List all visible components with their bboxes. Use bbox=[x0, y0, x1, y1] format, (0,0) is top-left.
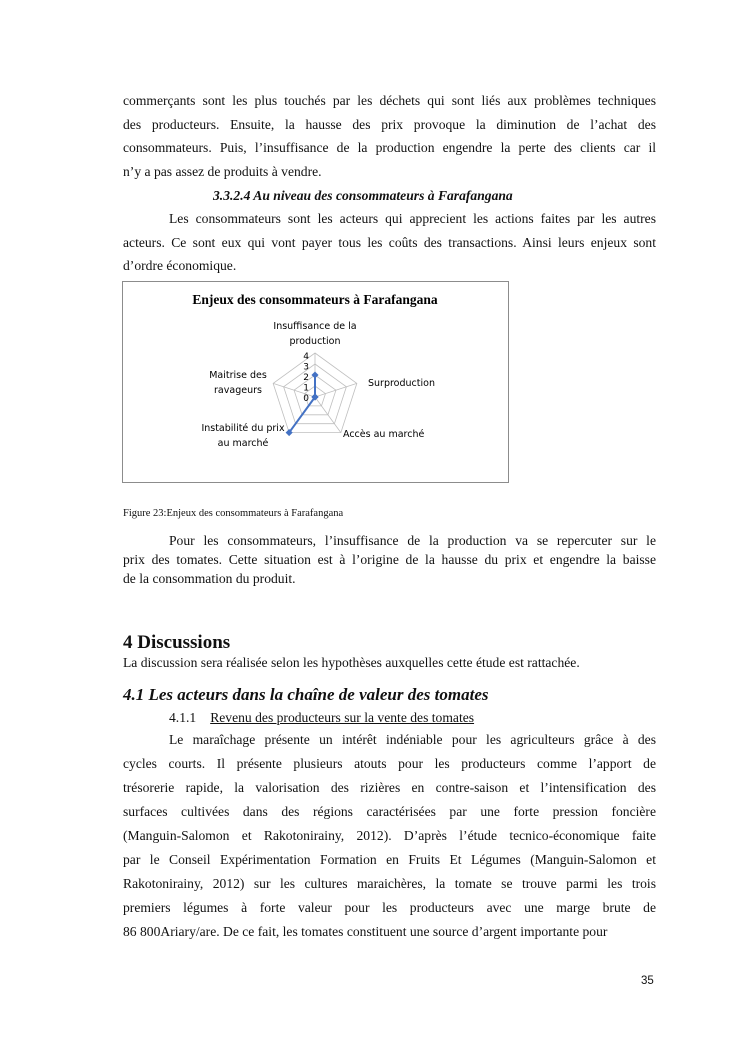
category-label: Instabilité du prix bbox=[201, 423, 285, 434]
text-line bbox=[123, 235, 656, 259]
category-label: Insuffisance de la bbox=[273, 321, 357, 332]
section-heading-4-1: 4.1 Les acteurs dans la chaîne de valeur des tomates bbox=[123, 685, 489, 704]
text-line-content: de la consommation du produit. bbox=[123, 571, 296, 586]
text-line bbox=[123, 571, 656, 590]
text-line bbox=[123, 900, 656, 924]
category-label: au marché bbox=[217, 438, 269, 449]
text-line bbox=[123, 732, 656, 756]
paragraph-producers-issues bbox=[123, 93, 656, 188]
category-label: Surproduction bbox=[368, 378, 435, 389]
text-line bbox=[123, 924, 656, 948]
paragraph-consumers bbox=[123, 211, 656, 282]
heading-text: Revenu des producteurs sur la vente des tomates bbox=[210, 710, 475, 725]
text-line bbox=[123, 756, 656, 780]
category-label: Maitrise des bbox=[209, 370, 267, 381]
text-line-content: premiers légumes à forte valeur pour les producteurs avec une marge brute de bbox=[123, 900, 656, 915]
category-label: Accès au marché bbox=[343, 429, 425, 440]
chart-title: Enjeux des consommateurs à Farafangana bbox=[192, 292, 438, 307]
tick-label: 0 bbox=[303, 394, 309, 404]
paragraph-market-gardening bbox=[123, 732, 656, 948]
tick-label: 2 bbox=[303, 373, 309, 384]
text-line-content: Pour les consommateurs, l’insuffisance de la production va se repercuter sur le bbox=[169, 533, 656, 548]
text-line bbox=[123, 852, 656, 876]
text-line bbox=[123, 164, 656, 188]
text-line-content: cycles courts. Il présente plusieurs atouts pour les producteurs comme l’apport de bbox=[123, 756, 656, 771]
text-line-content: n’y a pas assez de produits à vendre. bbox=[123, 164, 322, 180]
text-line-content: surfaces cultivées dans des régions caractérisées par une forte pression foncière bbox=[123, 804, 656, 819]
heading-number: 4.1.1 bbox=[169, 710, 197, 725]
text-line-content: consommateurs. Puis, l’insuffisance de la production engendre la perte des clients car il bbox=[123, 140, 656, 156]
text-line-content: (Manguin-Salomon et Rakotonirainy, 2012). D’après l’étude tecnico-économique faite bbox=[123, 828, 656, 843]
page-number: 35 bbox=[641, 975, 654, 987]
text-line-content: par le Conseil Expérimentation Formation en Fruits Et Légumes (Manguin-Salomon et bbox=[123, 852, 656, 867]
text-line-content: trésorerie rapide, la valorisation des rizières en contre-saison et l’intensification des bbox=[123, 780, 656, 795]
discussions-intro: La discussion sera réalisée selon les hypothèses auxquelles cette étude est rattachée. bbox=[123, 655, 580, 670]
section-heading-4-1-1 bbox=[169, 710, 474, 726]
radar-chart bbox=[122, 281, 509, 483]
category-label: ravageurs bbox=[214, 385, 262, 396]
figure-caption: Figure 23:Enjeux des consommateurs à Farafangana bbox=[123, 508, 344, 519]
tick-label: 1 bbox=[303, 383, 309, 394]
text-line-content: Rakotonirainy, 2012) sur les cultures maraichères, la tomate se trouve parmi les trois bbox=[123, 876, 656, 891]
text-line bbox=[123, 828, 656, 852]
text-line bbox=[123, 117, 656, 141]
text-line bbox=[123, 140, 656, 164]
text-line-content: d’ordre économique. bbox=[123, 258, 237, 273]
paragraph-consumers-impact bbox=[123, 533, 656, 590]
tick-label: 3 bbox=[303, 362, 309, 373]
text-line bbox=[123, 93, 656, 117]
radar-chart-svg bbox=[123, 282, 508, 482]
text-line bbox=[123, 780, 656, 804]
category-label: production bbox=[289, 336, 341, 347]
text-line-content: 86 800Ariary/are. De ce fait, les tomates constituent une source d’argent importante pour bbox=[123, 924, 608, 939]
text-line-content: prix des tomates. Cette situation est à l’origine de la hausse du prix et engendre la baisse bbox=[123, 552, 656, 567]
section-heading-3-3-2-4: 3.3.2.4 Au niveau des consommateurs à Farafangana bbox=[213, 188, 513, 203]
text-line bbox=[123, 804, 656, 828]
data-point bbox=[311, 371, 318, 378]
text-line-content: Les consommateurs sont les acteurs qui apprecient les actions faites par les autres bbox=[169, 211, 656, 226]
text-line-content: Le maraîchage présente un intérêt indéniable pour les agriculteurs grâce à des bbox=[169, 732, 656, 747]
tick-label: 4 bbox=[303, 352, 309, 363]
section-heading-discussions: 4 Discussions bbox=[123, 632, 231, 653]
text-line-content: commerçants sont les plus touchés par les déchets qui sont liés aux problèmes techniques bbox=[123, 93, 656, 108]
text-line-content: des producteurs. Ensuite, la hausse des prix provoque la diminution de l’achat des bbox=[123, 116, 656, 132]
text-line bbox=[123, 258, 656, 282]
text-line bbox=[123, 211, 656, 235]
text-line bbox=[123, 533, 656, 552]
text-line bbox=[123, 876, 656, 900]
text-line bbox=[123, 552, 656, 571]
text-line-content: acteurs. Ce sont eux qui vont payer tous les coûts des transactions. Ainsi leurs enjeux sont bbox=[123, 234, 656, 250]
